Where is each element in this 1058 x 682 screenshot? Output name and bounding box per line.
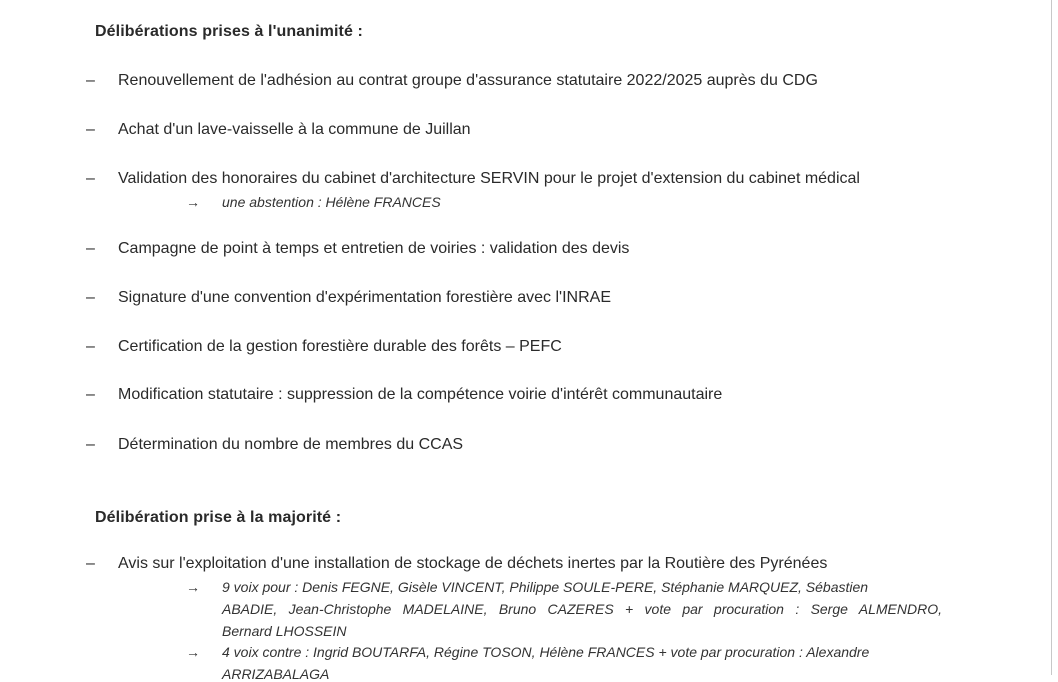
vote-for-line: → 9 voix pour : Denis FEGNE, Gisèle VINCENT, Philippe SOULE-PERE, Stéphanie MARQUEZ, Sébastien bbox=[186, 579, 869, 595]
vote-for-line: ABADIE, Jean-Christophe MADELAINE, Bruno CAZERES + vote par procuration : Serge ALMENDRO, bbox=[222, 601, 942, 617]
list-item: – Renouvellement de l'adhésion au contrat groupe d'assurance statutaire 2022/2025 auprès du CDG bbox=[86, 72, 818, 89]
page-edge bbox=[1051, 0, 1052, 675]
list-item: – Modification statutaire : suppression de la compétence voirie d'intérêt communautaire bbox=[86, 386, 723, 403]
vote-against-line: ARRIZABALAGA bbox=[222, 666, 330, 682]
list-item: – Certification de la gestion forestière durable des forêts – PEFC bbox=[86, 338, 562, 355]
abstention-note: → une abstention : Hélène FRANCES bbox=[186, 194, 441, 210]
list-item: – Achat d'un lave-vaisselle à la commune de Juillan bbox=[86, 121, 471, 138]
list-item: – Avis sur l'exploitation d'une installation de stockage de déchets inertes par la Routière des Pyrénées bbox=[86, 555, 828, 572]
vote-against-line: → 4 voix contre : Ingrid BOUTARFA, Régine TOSON, Hélène FRANCES + vote par procuration : Alexandre bbox=[186, 644, 870, 660]
section-heading-unanimous: Délibérations prises à l'unanimité : bbox=[95, 23, 363, 40]
list-item: – Détermination du nombre de membres du CCAS bbox=[86, 436, 464, 453]
list-item: – Signature d'une convention d'expérimentation forestière avec l'INRAE bbox=[86, 289, 611, 306]
section-heading-majority: Délibération prise à la majorité : bbox=[95, 509, 342, 526]
list-item: – Validation des honoraires du cabinet d'architecture SERVIN pour le projet d'extension du cabinet médical bbox=[86, 170, 860, 187]
vote-for-line: Bernard LHOSSEIN bbox=[222, 623, 347, 639]
list-item: – Campagne de point à temps et entretien de voiries : validation des devis bbox=[86, 240, 630, 257]
